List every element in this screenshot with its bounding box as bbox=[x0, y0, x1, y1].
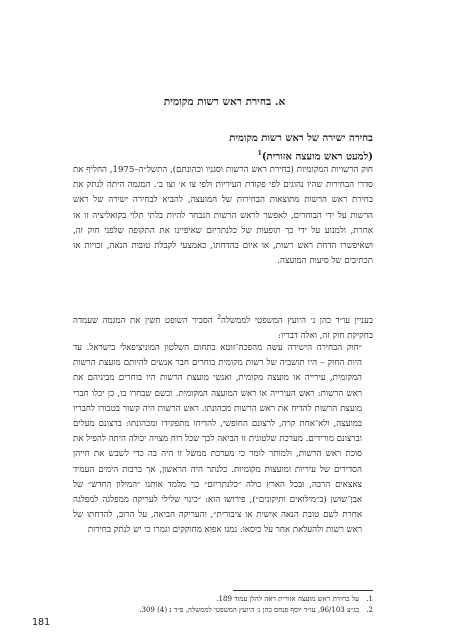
paragraph-2-rest: הסביר השופט חשין את המגמה שעמדה בחקיקת חוק זה, ואלה דבריו: bbox=[73, 315, 373, 342]
heading-line-1: בחירה ישירה של ראש רשות מקומית bbox=[229, 133, 373, 144]
paragraph-2 bbox=[73, 310, 373, 344]
footnote-ref-2: 2 bbox=[217, 314, 222, 321]
subsection-heading bbox=[73, 131, 373, 164]
section-title: א. בחירת ראש רשות מקומית bbox=[163, 96, 286, 108]
heading-line-2 bbox=[73, 146, 373, 164]
footnote-1-number: 1. bbox=[366, 595, 373, 603]
footnote-ref-1: 1 bbox=[257, 150, 262, 157]
heading-line-2-text: (למעט ראש מועצה אזורית) bbox=[261, 151, 373, 163]
paragraph-2-lead: בעניין עו״ד כהן נ׳ היועץ המשפטי לממשלה bbox=[221, 315, 373, 326]
page-number: 181 bbox=[32, 617, 51, 628]
paragraph-1: חוק הרשויות המקומיות (בחירת ראש הרשות וסגניו וכהונתם), התשל״ה–1975, החליף את סדרי הבחירות שהיו נהוגים לפי פקודת העיריות ולפי צו א׳ וצו ב׳. המגמה היתה לנתק את בחירת ראש הרשות מתוצאות הבחירות של המועצה, להביא לבחירה ישירה של ראש הרשות על ידי הבוחרים, לאפשר לראש הרשות הנבחר להיות בלתי תלוי בקואליציה זו או אחרת, ולמנוע על ידי כך תופעות של כלנתריזם שאיפיינו את התקופה שלפני חוק זה, ושאיפשרו הדחת ראש רשות, או איום בהדחתו, כאמצעי לקבלת טובות הנאה, זכויות או תכתיבים של סיעות המועצה. bbox=[73, 165, 373, 267]
footnote-2-text: בג״צ 96/103, עו״ד יוסף פנחס כהן נ׳ היועץ המשפטי לממשלה, פ״ד נ (4) 309. bbox=[139, 606, 359, 614]
footnote-2 bbox=[73, 605, 373, 616]
footnote-1-text: על בחירת ראש מועצה אזורית ראה להלן עמוד 189. bbox=[216, 595, 359, 603]
footnote-2-number: 2. bbox=[366, 606, 373, 614]
footnote-separator bbox=[233, 590, 373, 591]
footnote-1 bbox=[73, 594, 373, 605]
block-quote: ״חוק הבחירה הישירה עשה מהפכה־זוטא בתחום השלטון המוניציפאלי בישראל. עד היות החוק – היו תושביה של רשות מקומית בוחרים חבר אנשים להיותם מועצת הרשות המקומית, עירייה או מועצה מקומית, ואנשי מועצת הרשות היו בוחרים מביניהם את ראש הרשות: ראש העירייה או ראש המועצה המקומית. וכשם שבחרו בו, כן יכלו חברי מועצת הרשות להדיח את ראש הרשות מכהונתו. ראש הרשות היה קשור בטבורו לחבריו במועצה, ולא־אחת קרה, לרצונם החופשי, להדיחו מתפקידו ומכהונתו: ברצונם מעלים וברצונם מורידים. מערכת שלטונית זו הביאה לכך שכל רוח מצויה יכולה היתה להפיל את סוכת ראש הרשות, ולמותר לומר כי מערכת ממשל זו היה בה כדי לשבש את חייהן הסדירים של עיריות ומועצות מקומיות. כלנתר היה הראשון, אך ברבות הימים העמיד צאצאים הרבה, ובכל הארץ כולה ״כלנתריזם״ כך מלמד אותנו ״המילון החדש״ של אבן־שושן (ב״מילואים ותיקונים״), פירושו הוא: ״כינוי שלילי לעריקה ממפלגה למפלגה אחרת לשם טובת הנאה אישית או ציבורית״, והעריקה הביאה, על הרוב, להדחתו של ראש רשות ולהעלאת אחר על כיסאו. נמנו אפוא מחוקקים וגמרו כי יש לנתק בחירות bbox=[73, 343, 362, 536]
